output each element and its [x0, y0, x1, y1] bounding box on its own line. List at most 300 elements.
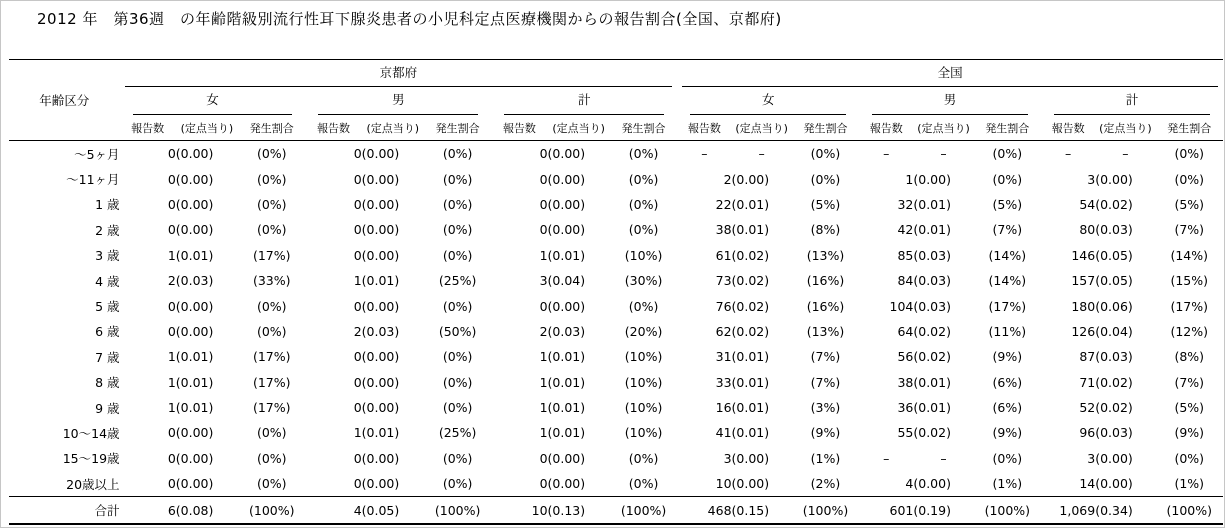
gender-header-label: 男: [872, 87, 1028, 115]
share-cell: (17%): [252, 247, 291, 263]
metric-header: 発生割合: [974, 115, 1041, 141]
age-cell: 4 歳: [95, 273, 120, 289]
count-cell: –: [883, 450, 890, 466]
count-cell: 61: [715, 247, 732, 263]
share-cell: (5%): [992, 196, 1023, 212]
count-cell: 2: [167, 273, 176, 289]
count-cell: –: [883, 146, 890, 162]
share-cell: (3%): [810, 400, 841, 416]
count-cell: 3: [723, 450, 732, 466]
region-header-row: [9, 60, 1223, 88]
share-cell: (0%): [628, 171, 659, 187]
rate-cell: (0.00): [731, 171, 770, 187]
metric-header: 発生割合: [610, 115, 677, 141]
rate-cell: (0.03): [1095, 349, 1133, 365]
share-cell: (0%): [442, 196, 473, 212]
count-cell: 1: [353, 425, 362, 441]
rate-cell: (0.00): [731, 450, 770, 466]
gender-header: [120, 87, 306, 115]
share-cell: (17%): [252, 374, 291, 390]
share-cell: (14%): [988, 273, 1027, 289]
table-body: [9, 141, 1223, 524]
count-cell: 96: [1079, 425, 1096, 441]
age-cell: 8 歳: [95, 375, 120, 391]
age-cell: 20歳以上: [66, 476, 120, 492]
share-cell: (2%): [810, 476, 841, 492]
share-cell: (33%): [252, 273, 291, 289]
rate-cell: (0.00): [361, 146, 400, 162]
count-cell: 4: [305, 497, 361, 524]
rate-cell: (0.05): [1095, 273, 1133, 289]
rate-cell: (0.01): [175, 247, 214, 263]
rate-cell: (0.01): [731, 425, 770, 441]
metric-header: (定点当り): [913, 115, 973, 141]
region-header-label: 全国: [682, 60, 1218, 87]
count-cell: 0: [353, 349, 362, 365]
rate-cell: (0.00): [175, 222, 214, 238]
count-cell: 4: [905, 476, 914, 492]
count-cell: –: [1064, 146, 1072, 162]
metric-header: 報告数: [491, 115, 547, 141]
share-cell: (0%): [992, 450, 1023, 466]
region-header-kyoto: [120, 60, 678, 88]
count-cell: 0: [353, 400, 362, 416]
rate-cell: (0.00): [175, 323, 214, 339]
count-cell: 0: [539, 298, 548, 314]
count-cell: 1: [539, 400, 548, 416]
share-cell: (0%): [628, 222, 659, 238]
rate-cell: (0.01): [175, 400, 214, 416]
rate-cell: –: [940, 450, 947, 466]
rate-cell: (0.01): [547, 374, 586, 390]
rate-cell: (0.00): [361, 196, 400, 212]
rate-cell: (0.03): [547, 323, 586, 339]
share-cell: (0%): [256, 476, 287, 492]
count-cell: 84: [897, 273, 914, 289]
rate-cell: (0.00): [175, 425, 214, 441]
rate-cell: (0.01): [547, 349, 586, 365]
gender-header-row: [9, 87, 1223, 115]
table-row: [9, 192, 1223, 217]
share-cell: (17%): [1170, 298, 1209, 314]
count-cell: 180: [1071, 298, 1096, 314]
gender-header-label: 計: [504, 87, 664, 115]
rate-cell: (0.00): [361, 222, 400, 238]
count-cell: 1: [353, 273, 362, 289]
share-cell: (10%): [624, 374, 663, 390]
share-cell: (17%): [252, 400, 291, 416]
count-cell: 31: [715, 349, 732, 365]
share-cell: (0%): [442, 374, 473, 390]
rate-cell: (0.03): [913, 247, 951, 263]
count-cell: 38: [897, 374, 914, 390]
count-cell: 1: [539, 349, 548, 365]
share-cell: (13%): [806, 323, 845, 339]
rate-cell: (0.19): [913, 497, 973, 524]
rate-cell: (0.02): [731, 247, 770, 263]
share-cell: (100%): [974, 497, 1041, 524]
share-cell: (0%): [810, 171, 841, 187]
table-row: [9, 370, 1223, 395]
rate-cell: (0.00): [1095, 476, 1133, 492]
rate-cell: (0.05): [1095, 247, 1133, 263]
count-cell: 0: [167, 222, 176, 238]
share-cell: (1%): [1174, 476, 1205, 492]
count-cell: 601: [859, 497, 913, 524]
rate-cell: (0.01): [913, 374, 951, 390]
table-header: [9, 60, 1223, 141]
rate-cell: (0.00): [361, 374, 400, 390]
metric-header: 発生割合: [792, 115, 859, 141]
gender-header: [491, 87, 677, 115]
count-cell: 0: [167, 146, 176, 162]
rate-cell: (0.00): [361, 171, 400, 187]
share-cell: (0%): [628, 196, 659, 212]
share-cell: (8%): [1174, 349, 1205, 365]
table-row: [9, 243, 1223, 268]
count-cell: 0: [539, 146, 548, 162]
count-cell: 1: [905, 171, 914, 187]
rate-cell: (0.01): [731, 349, 770, 365]
rate-cell: (0.00): [547, 171, 586, 187]
share-cell: (1%): [810, 450, 841, 466]
table-row: [9, 166, 1223, 191]
share-cell: (0%): [442, 476, 473, 492]
rate-cell: (0.00): [913, 476, 951, 492]
share-cell: (10%): [624, 425, 663, 441]
table-row: [9, 420, 1223, 445]
rate-cell: (0.01): [731, 374, 770, 390]
rate-cell: (0.04): [547, 273, 586, 289]
share-cell: (8%): [810, 222, 841, 238]
share-cell: (0%): [442, 222, 473, 238]
count-cell: 22: [715, 196, 732, 212]
share-cell: (100%): [238, 497, 305, 524]
count-cell: 1: [539, 425, 548, 441]
rate-cell: (0.01): [913, 196, 951, 212]
share-cell: (0%): [442, 349, 473, 365]
count-cell: 0: [353, 298, 362, 314]
metric-header: 報告数: [1041, 115, 1095, 141]
share-cell: (17%): [988, 298, 1027, 314]
count-cell: 76: [715, 298, 732, 314]
share-cell: (0%): [256, 222, 287, 238]
metric-header: (定点当り): [362, 115, 424, 141]
age-cell: 7 歳: [95, 349, 120, 365]
rate-cell: (0.00): [547, 222, 586, 238]
share-cell: (0%): [256, 450, 287, 466]
share-cell: (0%): [256, 323, 287, 339]
count-cell: 2: [723, 171, 732, 187]
table-row: [9, 471, 1223, 497]
metric-header: 発生割合: [238, 115, 305, 141]
count-cell: 0: [353, 476, 362, 492]
rate-cell: (0.03): [1095, 222, 1133, 238]
table-row: [9, 344, 1223, 369]
share-cell: (0%): [628, 146, 659, 162]
share-cell: (100%): [792, 497, 859, 524]
table-row: [9, 446, 1223, 471]
rate-cell: (0.04): [1095, 323, 1133, 339]
rate-cell: (0.00): [175, 450, 214, 466]
metric-header: (定点当り): [1095, 115, 1155, 141]
rate-cell: (0.01): [547, 247, 586, 263]
share-cell: (13%): [806, 247, 845, 263]
count-cell: 146: [1071, 247, 1096, 263]
rate-cell: (0.00): [361, 450, 400, 466]
share-cell: (11%): [988, 323, 1027, 339]
count-cell: 2: [353, 323, 362, 339]
rate-cell: (0.02): [913, 349, 951, 365]
count-cell: 0: [167, 476, 176, 492]
rate-cell: (0.00): [547, 450, 586, 466]
share-cell: (16%): [806, 298, 845, 314]
share-cell: (12%): [1170, 323, 1209, 339]
share-cell: (25%): [438, 273, 477, 289]
share-cell: (0%): [442, 146, 473, 162]
share-cell: (0%): [992, 146, 1023, 162]
metric-header: 発生割合: [424, 115, 491, 141]
share-cell: (0%): [442, 400, 473, 416]
rate-cell: (0.03): [913, 273, 951, 289]
metric-header: 報告数: [305, 115, 361, 141]
rate-cell: (0.01): [913, 400, 951, 416]
share-cell: (0%): [810, 146, 841, 162]
gender-header-label: 女: [133, 87, 293, 115]
age-cell: 9 歳: [95, 400, 120, 416]
age-cell: 2 歳: [95, 222, 120, 238]
count-cell: 0: [353, 146, 362, 162]
count-cell: 3: [1087, 171, 1096, 187]
count-cell: 0: [539, 196, 548, 212]
share-cell: (6%): [992, 374, 1023, 390]
count-cell: 85: [897, 247, 914, 263]
count-cell: 1: [167, 247, 176, 263]
count-cell: 157: [1071, 273, 1096, 289]
rate-cell: (0.02): [913, 425, 951, 441]
count-cell: 62: [715, 323, 732, 339]
count-cell: 42: [897, 222, 914, 238]
share-cell: (25%): [438, 425, 477, 441]
share-cell: (0%): [1174, 146, 1205, 162]
age-cell: 合計: [9, 497, 120, 524]
region-header-label: 京都府: [125, 60, 673, 87]
count-cell: 32: [897, 196, 914, 212]
count-cell: 0: [353, 247, 362, 263]
share-cell: (7%): [810, 374, 841, 390]
count-cell: 468: [677, 497, 731, 524]
count-cell: 0: [167, 171, 176, 187]
share-cell: (0%): [628, 298, 659, 314]
share-cell: (5%): [1174, 196, 1205, 212]
metric-header: (定点当り): [732, 115, 792, 141]
share-cell: (5%): [810, 196, 841, 212]
rate-cell: (0.01): [913, 222, 951, 238]
rate-cell: (0.15): [732, 497, 792, 524]
count-cell: 1: [539, 247, 548, 263]
count-cell: 0: [167, 323, 176, 339]
count-cell: 71: [1079, 374, 1096, 390]
count-cell: 126: [1071, 323, 1096, 339]
count-cell: 0: [539, 476, 548, 492]
rate-cell: (0.34): [1095, 497, 1155, 524]
share-cell: (10%): [624, 349, 663, 365]
rate-cell: (0.00): [361, 349, 400, 365]
metric-header: (定点当り): [176, 115, 238, 141]
rate-cell: (0.00): [361, 247, 400, 263]
share-cell: (0%): [256, 146, 287, 162]
gender-header: [1041, 87, 1223, 115]
count-cell: 1: [539, 374, 548, 390]
share-cell: (50%): [438, 323, 477, 339]
gender-header-label: 男: [318, 87, 478, 115]
share-cell: (0%): [256, 298, 287, 314]
count-cell: 1: [167, 400, 176, 416]
rate-cell: (0.02): [731, 298, 770, 314]
count-cell: 64: [897, 323, 914, 339]
gender-header: [305, 87, 491, 115]
share-cell: (0%): [628, 476, 659, 492]
share-cell: (30%): [624, 273, 663, 289]
rate-cell: (0.03): [361, 323, 400, 339]
table-row: [9, 319, 1223, 344]
count-cell: 1: [167, 349, 176, 365]
rate-cell: –: [758, 146, 765, 162]
table-row: [9, 293, 1223, 318]
metric-header: 発生割合: [1156, 115, 1224, 141]
rate-cell: (0.03): [175, 273, 214, 289]
count-cell: 3: [539, 273, 548, 289]
total-row: [9, 497, 1223, 524]
rate-cell: (0.00): [1095, 171, 1133, 187]
count-cell: 1: [167, 374, 176, 390]
gender-header-label: 女: [690, 87, 846, 115]
rate-cell: (0.00): [175, 146, 214, 162]
share-cell: (0%): [992, 171, 1023, 187]
rate-cell: (0.00): [547, 476, 586, 492]
share-cell: (17%): [252, 349, 291, 365]
rate-cell: (0.01): [361, 425, 400, 441]
count-cell: 38: [715, 222, 732, 238]
count-cell: –: [701, 146, 708, 162]
rate-cell: (0.03): [1095, 425, 1133, 441]
rate-cell: (0.13): [548, 497, 610, 524]
share-cell: (9%): [992, 349, 1023, 365]
rate-cell: (0.02): [731, 323, 770, 339]
page-title: 2012 年 第36週 の年齢階級別流行性耳下腺炎患者の小児科定点医療機関からの報告割合(全国、京都府): [37, 10, 782, 28]
count-cell: 0: [353, 196, 362, 212]
age-cell: 6 歳: [95, 324, 120, 340]
rate-cell: (0.02): [913, 323, 951, 339]
share-cell: (7%): [992, 222, 1023, 238]
share-cell: (6%): [992, 400, 1023, 416]
share-cell: (0%): [442, 298, 473, 314]
age-cell: 5 歳: [95, 299, 120, 315]
rate-cell: (0.01): [175, 349, 214, 365]
rate-cell: (0.02): [1095, 400, 1133, 416]
count-cell: 80: [1079, 222, 1096, 238]
gender-header: [677, 87, 859, 115]
rate-cell: (0.00): [731, 476, 770, 492]
age-cell: 3 歳: [95, 248, 120, 264]
table-row: [9, 395, 1223, 420]
share-cell: (10%): [624, 247, 663, 263]
share-cell: (100%): [424, 497, 491, 524]
share-cell: (0%): [1174, 450, 1205, 466]
share-cell: (1%): [992, 476, 1023, 492]
rate-cell: (0.00): [1095, 450, 1133, 466]
count-cell: 2: [539, 323, 548, 339]
rate-cell: (0.08): [176, 497, 238, 524]
count-cell: 0: [539, 450, 548, 466]
share-cell: (0%): [442, 247, 473, 263]
share-cell: (0%): [628, 450, 659, 466]
share-cell: (0%): [442, 450, 473, 466]
share-cell: (15%): [1170, 273, 1209, 289]
age-column-header: 年齢区分: [9, 60, 120, 141]
share-cell: (0%): [1174, 171, 1205, 187]
count-cell: 52: [1079, 400, 1096, 416]
rate-cell: (0.01): [731, 400, 770, 416]
metric-header: 報告数: [677, 115, 731, 141]
share-cell: (0%): [442, 171, 473, 187]
count-cell: 54: [1079, 196, 1096, 212]
count-cell: 104: [889, 298, 914, 314]
gender-header-label: 計: [1054, 87, 1210, 115]
rate-cell: (0.00): [361, 400, 400, 416]
rate-cell: (0.01): [547, 400, 586, 416]
count-cell: 56: [897, 349, 914, 365]
share-cell: (9%): [992, 425, 1023, 441]
count-cell: 1,069: [1041, 497, 1095, 524]
rate-cell: (0.02): [1095, 374, 1133, 390]
share-cell: (14%): [1170, 247, 1209, 263]
count-cell: 87: [1079, 349, 1096, 365]
share-cell: (9%): [810, 425, 841, 441]
rate-cell: –: [1122, 146, 1129, 162]
rate-cell: (0.05): [362, 497, 424, 524]
region-header-zenkoku: [677, 60, 1223, 88]
count-cell: 0: [353, 222, 362, 238]
rate-cell: (0.06): [1095, 298, 1133, 314]
gender-header: [859, 87, 1041, 115]
share-cell: (0%): [256, 425, 287, 441]
rate-cell: (0.00): [361, 476, 400, 492]
count-cell: 0: [353, 171, 362, 187]
count-cell: 0: [353, 374, 362, 390]
share-cell: (0%): [256, 171, 287, 187]
rate-cell: (0.01): [731, 196, 770, 212]
rate-cell: (0.01): [547, 425, 586, 441]
rate-cell: (0.00): [547, 298, 586, 314]
count-cell: 6: [120, 497, 176, 524]
count-cell: 10: [715, 476, 732, 492]
rate-cell: (0.02): [731, 273, 770, 289]
count-cell: 0: [167, 425, 176, 441]
rate-cell: (0.01): [731, 222, 770, 238]
table-row: [9, 141, 1223, 167]
count-cell: 14: [1079, 476, 1096, 492]
rate-cell: (0.01): [361, 273, 400, 289]
share-cell: (9%): [1174, 425, 1205, 441]
count-cell: 73: [715, 273, 732, 289]
rate-cell: (0.00): [547, 146, 586, 162]
share-cell: (14%): [988, 247, 1027, 263]
share-cell: (7%): [1174, 374, 1205, 390]
share-cell: (20%): [624, 323, 663, 339]
count-cell: 36: [897, 400, 914, 416]
rate-cell: (0.00): [547, 196, 586, 212]
